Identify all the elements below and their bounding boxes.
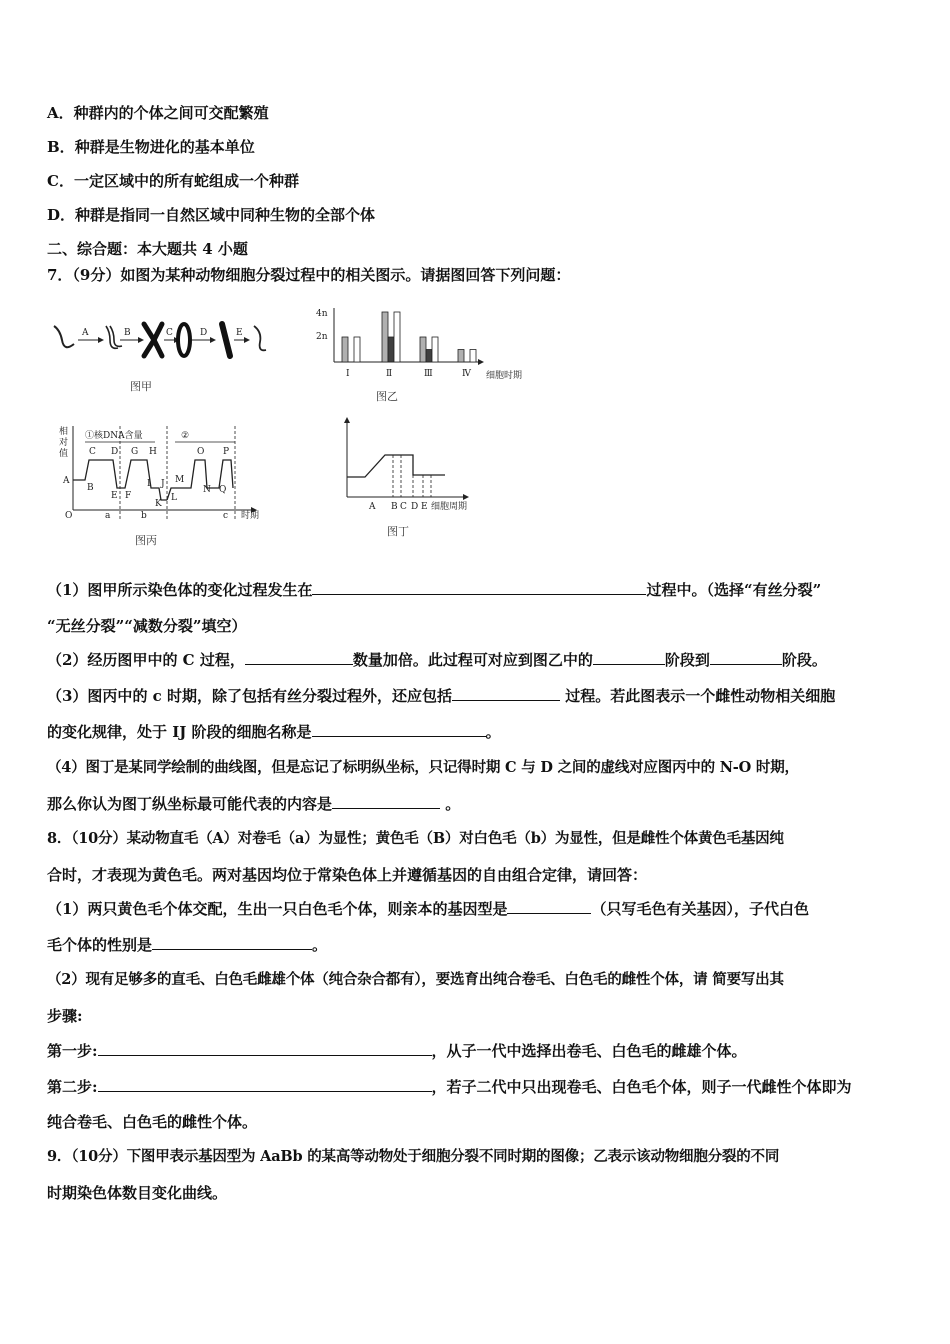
q7-stem: 7．（9分）如图为某种动物细胞分裂过程中的相关图示。请据图回答下列问题： (47, 266, 571, 284)
option-a-text: 种群内的个体之间可交配繁殖 (73, 104, 269, 122)
option-c (47, 171, 299, 191)
fig-bing-caption: 图丙 (135, 534, 157, 547)
yi-bar-3-c (432, 337, 438, 362)
q8-part2b: 步骤: (47, 1007, 83, 1025)
q7-sub2-prefix: （2）经历图甲中的 C 过程， (47, 651, 245, 669)
fig-ding-caption: 图丁 (387, 525, 409, 538)
yi-bar-1-c (354, 337, 360, 362)
fig-yi-xlabel: 细胞时期 (486, 371, 523, 381)
bing-point-m: M (175, 475, 185, 485)
bing-point-f: F (125, 491, 132, 501)
bing-period-c: c (223, 511, 229, 521)
bing-point-l: L (171, 493, 177, 503)
q9-stem-2: 时期染色体数目变化曲线。 (47, 1184, 228, 1202)
q8-part1-blank[interactable] (507, 899, 591, 914)
q7-sub2-blank-2[interactable] (593, 650, 665, 665)
q7-sub1-suffix: 过程中。（选择“有丝分裂” (646, 581, 822, 599)
figure-bing (55, 420, 270, 550)
yi-bar-2-a (382, 312, 388, 362)
q8-step2 (47, 1077, 852, 1097)
yi-category-4: Ⅳ (462, 369, 471, 379)
q8-part1 (47, 899, 809, 919)
q7-sub1-prefix: （1）图甲所示染色体的变化过程发生在 (47, 581, 313, 599)
bing-point-h: H (149, 447, 157, 457)
q8-part2: （2）现有足够多的直毛、白色毛雌雄个体（纯合杂合都有），要选育出纯合卷毛、白色毛的雌性个体，请 简要写出其 (47, 971, 784, 988)
bing-legend-2: ② (181, 431, 190, 441)
bing-y2: 对 (59, 438, 69, 448)
yi-bar-1-a (342, 337, 348, 362)
q7-sub2-blank-1[interactable] (245, 650, 353, 665)
fig-jia-caption: 图甲 (130, 380, 152, 393)
bing-point-o: O (197, 447, 205, 457)
bing-point-e: E (111, 491, 118, 501)
bing-point-p: P (223, 447, 230, 457)
stage-e-label: E (236, 328, 243, 338)
q7-sub4b (47, 794, 460, 814)
tick-2n: 2n (316, 332, 328, 342)
q7-sub2-suffix: 阶段。 (781, 651, 827, 669)
ding-tick-e: E (421, 502, 428, 512)
option-b-text: 种群是生物进化的基本单位 (74, 138, 255, 156)
bing-xlabel: 时期 (241, 511, 260, 521)
tick-4n: 4n (316, 309, 328, 319)
option-b (47, 137, 255, 157)
q9-stem-1: 9．（10分）下图甲表示基因型为 AaBb 的某高等动物处于细胞分裂不同时期的图像；乙表示该动物细胞分裂的不同 (47, 1148, 780, 1165)
option-b-label: B． (47, 138, 75, 156)
bing-point-g: G (131, 447, 139, 457)
q8-step1 (47, 1041, 747, 1061)
bing-point-q: Q (219, 485, 227, 495)
yi-bar-3-b (426, 350, 432, 363)
ding-tick-c: C (400, 502, 407, 512)
q8-step1-suffix: ，从子一代中选择出卷毛、白色毛的雌雄个体。 (431, 1042, 747, 1060)
bing-period-b: b (141, 511, 147, 521)
option-c-label: C． (47, 172, 74, 190)
q7-sub2 (47, 650, 827, 670)
q7-sub3b-prefix: 的变化规律，处于 IJ 阶段的细胞名称是 (47, 723, 312, 741)
q8-part1b (47, 935, 327, 955)
q8-step1-blank[interactable] (98, 1041, 432, 1056)
bing-point-c: C (89, 447, 96, 457)
q8-step2-suffix: ，若子二代中只出现卷毛、白色毛个体，则子一代雌性个体即为 (431, 1078, 852, 1096)
stage-a-label: A (82, 328, 89, 338)
q7-sub3-blank[interactable] (452, 686, 560, 701)
q7-sub2-mid2: 阶段到 (664, 651, 710, 669)
q7-sub3b-suffix: 。 (485, 723, 501, 741)
option-a-label: A． (47, 104, 74, 122)
q7-sub3 (47, 686, 835, 706)
q8-part1b-suffix: 。 (312, 936, 328, 954)
option-d-label: D． (47, 206, 76, 224)
q7-sub1-blank[interactable] (312, 580, 646, 595)
q7-sub1b: “无丝分裂”“减数分裂”填空） (47, 617, 247, 635)
q7-sub2-mid1: 数量加倍。此过程可对应到图乙中的 (352, 651, 593, 669)
figure-yi (310, 300, 540, 405)
fig-yi-caption: 图乙 (376, 390, 398, 403)
stage-c-label: C (166, 328, 173, 338)
yi-category-1: Ⅰ (346, 369, 350, 379)
q8-stem-2: 合时，才表现为黄色毛。两对基因均位于常染色体上并遵循基因的自由组合定律，请回答： (47, 866, 648, 884)
q8-step2-blank[interactable] (98, 1077, 432, 1092)
yi-bar-2-b (388, 337, 394, 362)
q7-sub4b-blank[interactable] (332, 794, 440, 809)
q7-sub2-blank-3[interactable] (710, 650, 782, 665)
q8-part1-suffix: （只写毛色有关基因），子代白色 (591, 900, 809, 918)
option-c-text: 一定区域中的所有蛇组成一个种群 (73, 172, 299, 190)
option-a (47, 103, 269, 123)
option-d-text: 种群是指同一自然区域中同种生物的全部个体 (75, 206, 376, 224)
yi-category-3: Ⅲ (424, 369, 433, 379)
stage-b-label: B (124, 328, 131, 338)
stage-d-label: D (200, 328, 208, 338)
ding-tick-d: D (411, 502, 419, 512)
bing-period-a: a (105, 511, 111, 521)
q7-sub4b-prefix: 那么你认为图丁纵坐标最可能代表的内容是 (47, 795, 333, 813)
q7-sub3b (47, 722, 501, 742)
ding-tick-a: A (369, 502, 376, 512)
q7-sub3-prefix: （3）图丙中的 c 时期，除了包括有丝分裂过程外，还应包括 (47, 687, 453, 705)
yi-bar-4-a (458, 350, 464, 363)
q8-part1b-blank[interactable] (152, 935, 312, 950)
bing-legend-1: ①核DNA含量 (85, 431, 143, 441)
q7-sub3-suffix: 过程。若此图表示一个雌性动物相关细胞 (560, 687, 836, 705)
yi-bar-2-c (394, 312, 400, 362)
bing-point-a: A (63, 476, 70, 486)
yi-bar-4-c (470, 350, 476, 363)
ding-tick-b: B (391, 502, 398, 512)
q8-part1b-prefix: 毛个体的性别是 (47, 936, 153, 954)
q8-stem-1: 8．（10分）某动物直毛（A）对卷毛（a）为显性；黄色毛（B）对白色毛（b）为显性，但是雌性个体黄色毛基因纯 (47, 830, 784, 847)
section-title: 二、综合题：本大题共 4 小题 (47, 240, 248, 258)
yi-bar-3-a (420, 337, 426, 362)
q7-sub4b-suffix: 。 (440, 795, 461, 813)
q7-sub3b-blank[interactable] (312, 722, 486, 737)
figure-ding (335, 415, 495, 545)
yi-category-2: Ⅱ (386, 369, 393, 379)
figure-jia (50, 318, 280, 403)
bing-point-d: D (111, 447, 119, 457)
ding-xlabel: 细胞周期 (431, 502, 468, 512)
q8-part1-prefix: （1）两只黄色毛个体交配，生出一只白色毛个体，则亲本的基因型是 (47, 900, 508, 918)
bing-y1: 相 (59, 427, 69, 437)
bing-point-b: B (87, 483, 94, 493)
option-d (47, 205, 375, 225)
q7-sub4: （4）图丁是某同学绘制的曲线图，但是忘记了标明纵坐标，只记得时期 C 与 D 之间的虚线对应图丙中的 N-O 时期， (47, 759, 799, 776)
q8-step2-prefix: 第二步: (47, 1078, 98, 1096)
q8-step2b: 纯合卷毛、白色毛的雌性个体。 (47, 1113, 258, 1131)
bing-point-k: K (155, 499, 162, 509)
bing-y3: 值 (59, 449, 69, 459)
q8-step1-prefix: 第一步: (47, 1042, 98, 1060)
bing-point-n: N (203, 485, 211, 495)
bing-point-i: I (147, 479, 151, 489)
bing-point-j: J (161, 479, 165, 489)
q7-sub1 (47, 580, 821, 600)
bing-origin: O (65, 511, 73, 521)
